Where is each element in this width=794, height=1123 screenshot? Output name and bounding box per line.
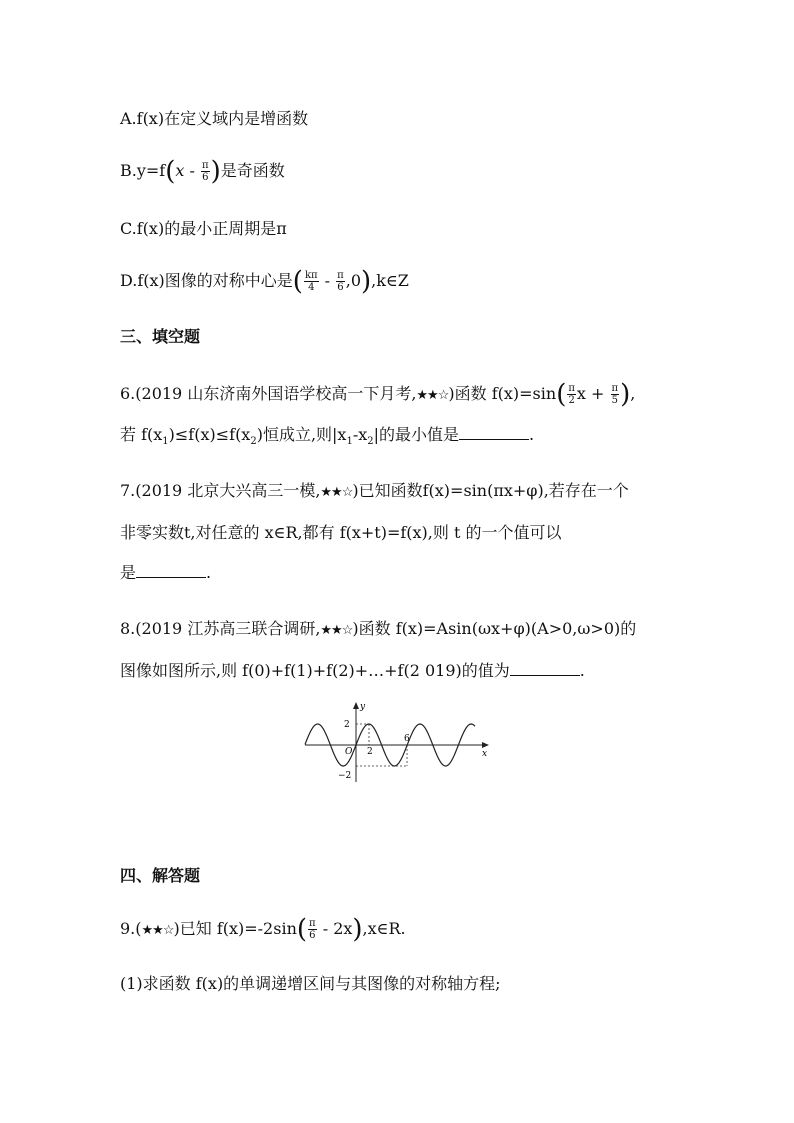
paren-open: ( <box>556 379 567 410</box>
y-axis-label: y <box>360 702 366 712</box>
q6-text: |的最小值是 <box>373 425 460 444</box>
q6-comma: , <box>630 384 636 403</box>
frac-den: 6 <box>337 282 344 293</box>
option-d-prefix: D.f(x)图像的对称中心是 <box>120 271 293 290</box>
fraction-pi-6 <box>201 160 210 183</box>
frac-den: 2 <box>568 395 575 406</box>
option-b-x: x <box>175 161 185 180</box>
paren-close: ) <box>352 914 363 945</box>
q6-text: )≤f(x)≤f(x <box>168 425 251 444</box>
frac-num: π <box>337 270 344 281</box>
q6-period: . <box>529 425 535 444</box>
q6-source: 6.(2019 山东济南外国语学校高一下月考, <box>120 384 417 403</box>
difficulty-stars-icon: ★★☆ <box>320 485 353 500</box>
y-tick-2: 2 <box>344 720 350 730</box>
q9-number: 9.( <box>120 919 142 938</box>
frac-den: 5 <box>611 395 618 406</box>
option-b-prefix: B.y=f <box>120 161 166 180</box>
q6-text: )恒成立,则|x <box>256 425 347 444</box>
difficulty-stars-icon: ★★☆ <box>416 388 449 403</box>
q8-text: 图像如图所示,则 f(0)+f(1)+f(2)+…+f(2 019)的值为 <box>120 661 510 680</box>
q9-minus-2x: - 2x <box>317 919 353 938</box>
frac-num: π <box>309 918 316 929</box>
q6-line-2 <box>120 424 534 453</box>
paren-open: ( <box>165 156 176 187</box>
x-tick-2: 2 <box>367 747 373 757</box>
paren-close: ) <box>361 266 372 297</box>
paren-open: ( <box>292 266 303 297</box>
q9-line-1 <box>120 914 406 945</box>
answer-blank[interactable] <box>459 425 529 440</box>
answer-blank[interactable] <box>510 661 580 676</box>
q7-period: . <box>206 563 212 582</box>
q8-source: 8.(2019 江苏高三联合调研, <box>120 619 321 638</box>
difficulty-stars-icon: ★★☆ <box>320 623 353 638</box>
paren-close: ) <box>210 156 221 187</box>
section-4-title: 四、解答题 <box>120 866 201 885</box>
q8-text: )函数 f(x)=Asin(ωx+φ)(A>0,ω>0)的 <box>352 619 637 638</box>
fraction-pi-6 <box>336 270 345 293</box>
option-a-text: A.f(x)在定义域内是增函数 <box>120 109 309 128</box>
fraction-pi-6 <box>308 918 317 941</box>
q7-line-2: 非零实数t,对任意的 x∈R,都有 f(x+t)=f(x),则 t 的一个值可以 <box>120 523 562 542</box>
subscript: 2 <box>250 436 257 448</box>
q7-line-1 <box>120 480 629 504</box>
option-a <box>120 108 308 130</box>
option-b <box>120 156 285 187</box>
fraction-pi-5 <box>611 383 620 406</box>
subscript: 1 <box>346 436 353 448</box>
q7-source: 7.(2019 北京大兴高三一模, <box>120 481 321 500</box>
frac-num: π <box>611 383 619 394</box>
q7-text: )已知函数f(x)=sin(πx+φ),若存在一个 <box>352 481 629 500</box>
difficulty-stars-icon: ★★☆ <box>141 923 174 938</box>
y-axis-arrow-icon <box>353 702 359 709</box>
paren-close: ) <box>620 379 631 410</box>
frac-den: 6 <box>202 172 209 183</box>
frac-num: π <box>568 383 575 394</box>
subscript: 1 <box>162 436 169 448</box>
q6-line-1 <box>120 379 636 410</box>
section-3-title: 三、填空题 <box>120 327 201 346</box>
frac-num: π <box>201 160 209 171</box>
option-d-minus: - <box>319 271 336 290</box>
q9-function: )已知 f(x)=-2sin <box>173 919 297 938</box>
q8-line-2 <box>120 660 585 682</box>
q9-domain: ,x∈R. <box>362 919 406 938</box>
y-tick-neg2: −2 <box>338 771 352 781</box>
origin-label: O <box>345 747 353 757</box>
option-d-suffix: ,k∈Z <box>371 271 409 290</box>
q6-function: )函数 f(x)=sin <box>448 384 557 403</box>
x-axis-arrow-icon <box>482 742 489 748</box>
option-b-suffix: 是奇函数 <box>220 161 285 180</box>
option-c <box>120 218 287 240</box>
subscript: 2 <box>367 436 374 448</box>
option-d-zero: ,0 <box>345 271 361 290</box>
q7-line-3 <box>120 562 211 584</box>
q8-line-1 <box>120 618 636 642</box>
fraction-pi-2 <box>567 383 576 406</box>
q9-sub-1: (1)求函数 f(x)的单调递增区间与其图像的对称轴方程; <box>120 974 501 993</box>
paren-open: ( <box>296 914 308 945</box>
option-d <box>120 266 409 297</box>
x-tick-6: 6 <box>404 734 410 744</box>
option-b-minus: - <box>184 161 200 180</box>
sine-graph <box>300 700 495 785</box>
frac-den: 4 <box>308 282 315 293</box>
option-c-text: C.f(x)的最小正周期是π <box>120 219 287 238</box>
frac-num: kπ <box>304 270 318 281</box>
fraction-kpi-4 <box>304 270 319 293</box>
q8-period: . <box>579 661 585 680</box>
q6-x-plus: x + <box>576 384 610 403</box>
x-axis-label: x <box>482 749 488 759</box>
q6-text: 若 f(x <box>120 425 163 444</box>
q7-text: 是 <box>120 563 137 582</box>
frac-den: 6 <box>309 930 316 941</box>
q6-text: -x <box>352 425 368 444</box>
answer-blank[interactable] <box>136 563 206 578</box>
